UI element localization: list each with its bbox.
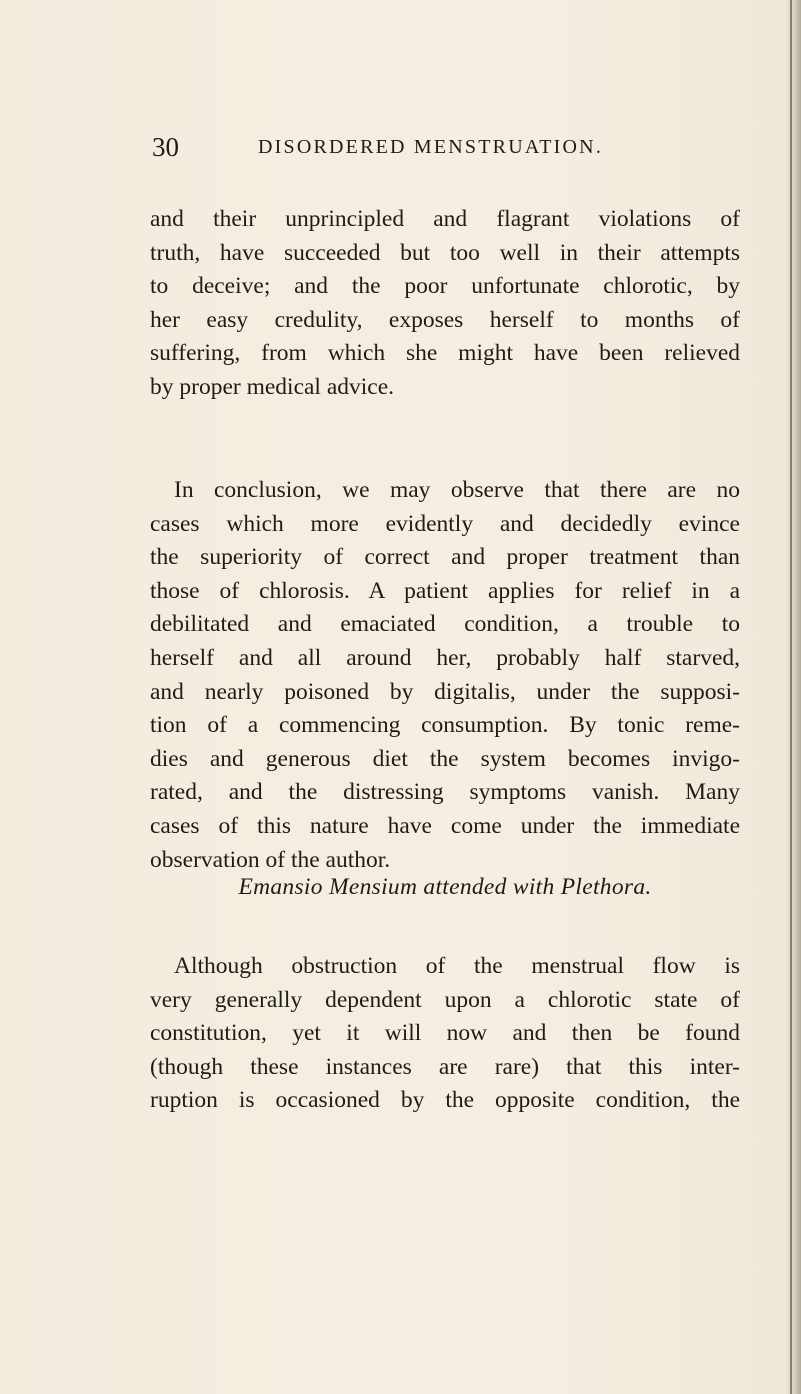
paragraph-3: [150, 950, 740, 1118]
text-line: her easy credulity, exposes herself to months of: [150, 306, 740, 333]
text-line: cases of this nature have come under the immediate: [150, 812, 740, 839]
paragraph-2: [150, 474, 740, 877]
running-title: DISORDERED MENSTRUATION.: [258, 136, 604, 158]
text-line: (though these instances are rare) that this inter-: [150, 1053, 740, 1080]
text-line: very generally dependent upon a chlorotic state of: [150, 986, 740, 1013]
text-line: cases which more evidently and decidedly evince: [150, 510, 740, 537]
text-line: rated, and the distressing symptoms vanish. Many: [150, 779, 740, 806]
text-line: and their unprincipled and flagrant violations of: [150, 206, 740, 232]
text-line: suffering, from which she might have been relieved: [150, 340, 740, 367]
text-line: In conclusion, we may observe that there are no: [174, 477, 740, 503]
text-line: constitution, yet it will now and then be found: [150, 1020, 740, 1047]
text-line: herself and all around her, probably half starved,: [150, 644, 740, 671]
paragraph-1: [150, 203, 740, 405]
text-line: debilitated and emaciated condition, a trouble to: [150, 611, 740, 638]
text-line: and nearly poisoned by digitalis, under the supposi-: [150, 678, 740, 705]
text-line: observation of the author.: [150, 846, 391, 873]
text-line: ruption is occasioned by the opposite condition, the: [150, 1087, 740, 1114]
text-line: those of chlorosis. A patient applies for relief in a: [150, 577, 740, 604]
page-edge-shadow: [785, 0, 801, 1394]
text-line: the superiority of correct and proper treatment than: [150, 544, 740, 571]
text-line: truth, have succeeded but too well in their attempts: [150, 239, 740, 266]
page-number: 30: [152, 132, 179, 162]
section-subheading: Emansio Mensium attended with Plethora.: [238, 874, 652, 900]
text-line: tion of a commencing consumption. By tonic reme-: [150, 712, 740, 739]
page-edge-line: [790, 0, 792, 1394]
page-header: [0, 132, 801, 172]
text-line: dies and generous diet the system becomes invigo-: [150, 745, 740, 772]
text-line: by proper medical advice.: [150, 373, 395, 400]
text-line: Although obstruction of the menstrual flow is: [174, 953, 740, 979]
text-line: to deceive; and the poor unfortunate chlorotic, by: [150, 273, 740, 300]
